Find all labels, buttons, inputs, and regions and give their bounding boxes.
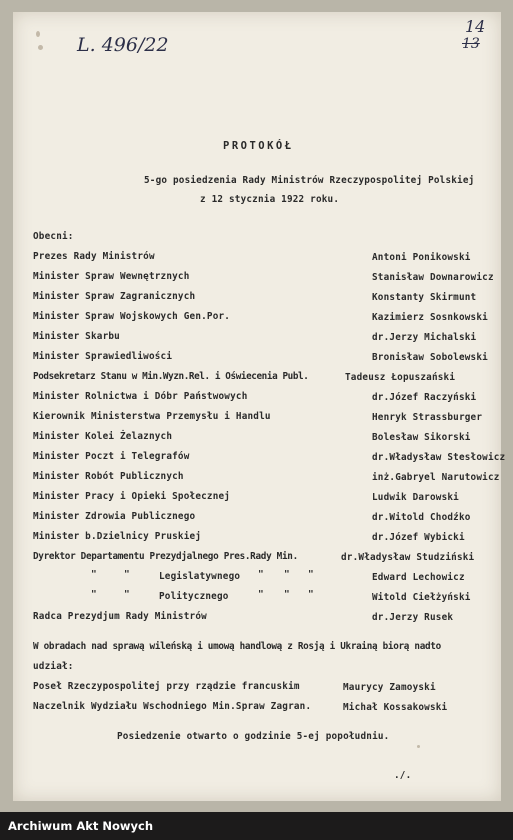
attendee-role: Minister b.Dzielnicy Pruskiej — [33, 531, 202, 542]
guest-name: Michał Kossakowski — [343, 702, 448, 713]
attendee-role: Prezes Rady Ministrów — [33, 251, 155, 262]
ditto-mark: " — [258, 589, 264, 600]
participation-note: W obradach nad sprawą wileńską i umową handlową z Rosją i Ukrainą biorą nadto — [33, 641, 441, 652]
attendee-role: Minister Zdrowia Publicznego — [33, 511, 196, 522]
attendee-role: Podsekretarz Stanu w Min.Wyzn.Rel. i Oświecenia Publ. — [33, 371, 309, 382]
ditto-mark: " — [284, 589, 290, 600]
attendee-name: dr.Władysław Studziński — [341, 552, 475, 563]
attendee-name: Bronisław Sobolewski — [372, 352, 488, 363]
attendee-name: dr.Witold Chodźko — [372, 512, 471, 523]
ditto-mark: " — [91, 589, 97, 600]
attendee-name: dr.Józef Wybicki — [372, 532, 465, 543]
ditto-mark: " — [308, 589, 314, 600]
attendee-name: Ludwik Darowski — [372, 492, 459, 503]
present-label: Obecni: — [33, 231, 74, 242]
document-title: PROTOKÓŁ — [223, 140, 294, 152]
attendee-name: inż.Gabryel Narutowicz — [372, 472, 500, 483]
attendee-role: Minister Sprawiedliwości — [33, 351, 173, 362]
attendee-name: Antoni Ponikowski — [372, 252, 471, 263]
ditto-mark: " — [284, 569, 290, 580]
attendee-name: Tadeusz Łopuszański — [345, 372, 456, 383]
ditto-department: Politycznego — [159, 591, 229, 602]
attendee-name: Stanisław Downarowicz — [372, 272, 494, 283]
attendee-role: Minister Spraw Wewnętrznych — [33, 271, 190, 282]
document-date: z 12 stycznia 1922 roku. — [200, 194, 340, 205]
attendee-role: Dyrektor Departamentu Prezydjalnego Pres.Rady Min. — [33, 551, 298, 562]
attendee-role: Kierownik Ministerstwa Przemysłu i Handlu — [33, 411, 271, 422]
attendee-name: dr.Jerzy Rusek — [372, 612, 454, 623]
document-page — [13, 12, 506, 801]
attendee-role: Minister Spraw Zagranicznych — [33, 291, 196, 302]
guest-role: Poseł Rzeczypospolitej przy rządzie francuskim — [33, 681, 300, 692]
attendee-name: Edward Lechowicz — [372, 572, 465, 583]
handwritten-reference: L. 496/22 — [77, 34, 169, 56]
attendee-role: Radca Prezydjum Rady Ministrów — [33, 611, 207, 622]
attendee-role: Minister Spraw Wojskowych Gen.Por. — [33, 311, 231, 322]
attendee-role: Minister Skarbu — [33, 331, 120, 342]
archive-name: Archiwum Akt Nowych — [8, 819, 154, 833]
guest-role: Naczelnik Wydziału Wschodniego Min.Spraw Zagran. — [33, 701, 312, 712]
ditto-mark: " — [308, 569, 314, 580]
page-number-crossed: 13 — [462, 36, 480, 52]
paper-stain — [38, 45, 43, 50]
attendee-name: Witold Ciełżyński — [372, 592, 471, 603]
attendee-name: Kazimierz Sosnkowski — [372, 312, 488, 323]
session-opening: Posiedzenie otwarto o godzinie 5-ej popołudniu. — [117, 731, 390, 742]
attendee-name: dr.Jerzy Michalski — [372, 332, 477, 343]
document-subtitle: 5-go posiedzenia Rady Ministrów Rzeczypospolitej Polskiej — [144, 175, 475, 186]
attendee-role: Minister Kolei Żelaznych — [33, 431, 173, 442]
attendee-name: Henryk Strassburger — [372, 412, 483, 423]
attendee-name: dr.Władysław Stesłowicz — [372, 452, 506, 463]
ditto-mark: " — [124, 589, 130, 600]
attendee-name: dr.Józef Raczyński — [372, 392, 477, 403]
end-mark: ./. — [394, 770, 412, 781]
paper-stain — [36, 31, 40, 37]
attendee-name: Bolesław Sikorski — [372, 432, 471, 443]
attendee-name: Konstanty Skirmunt — [372, 292, 477, 303]
ditto-mark: " — [124, 569, 130, 580]
attendee-role: Minister Poczt i Telegrafów — [33, 451, 190, 462]
page-number: 14 — [465, 17, 486, 36]
paper-stain — [417, 745, 420, 748]
attendee-role: Minister Robót Publicznych — [33, 471, 184, 482]
participation-note: udział: — [33, 661, 74, 672]
attendee-role: Minister Rolnictwa i Dóbr Państwowych — [33, 391, 248, 402]
guest-name: Maurycy Zamoyski — [343, 682, 436, 693]
ditto-mark: " — [258, 569, 264, 580]
ditto-mark: " — [91, 569, 97, 580]
attendee-role: Minister Pracy i Opieki Społecznej — [33, 491, 231, 502]
ditto-department: Legislatywnego — [159, 571, 241, 582]
archive-footer — [0, 812, 513, 840]
